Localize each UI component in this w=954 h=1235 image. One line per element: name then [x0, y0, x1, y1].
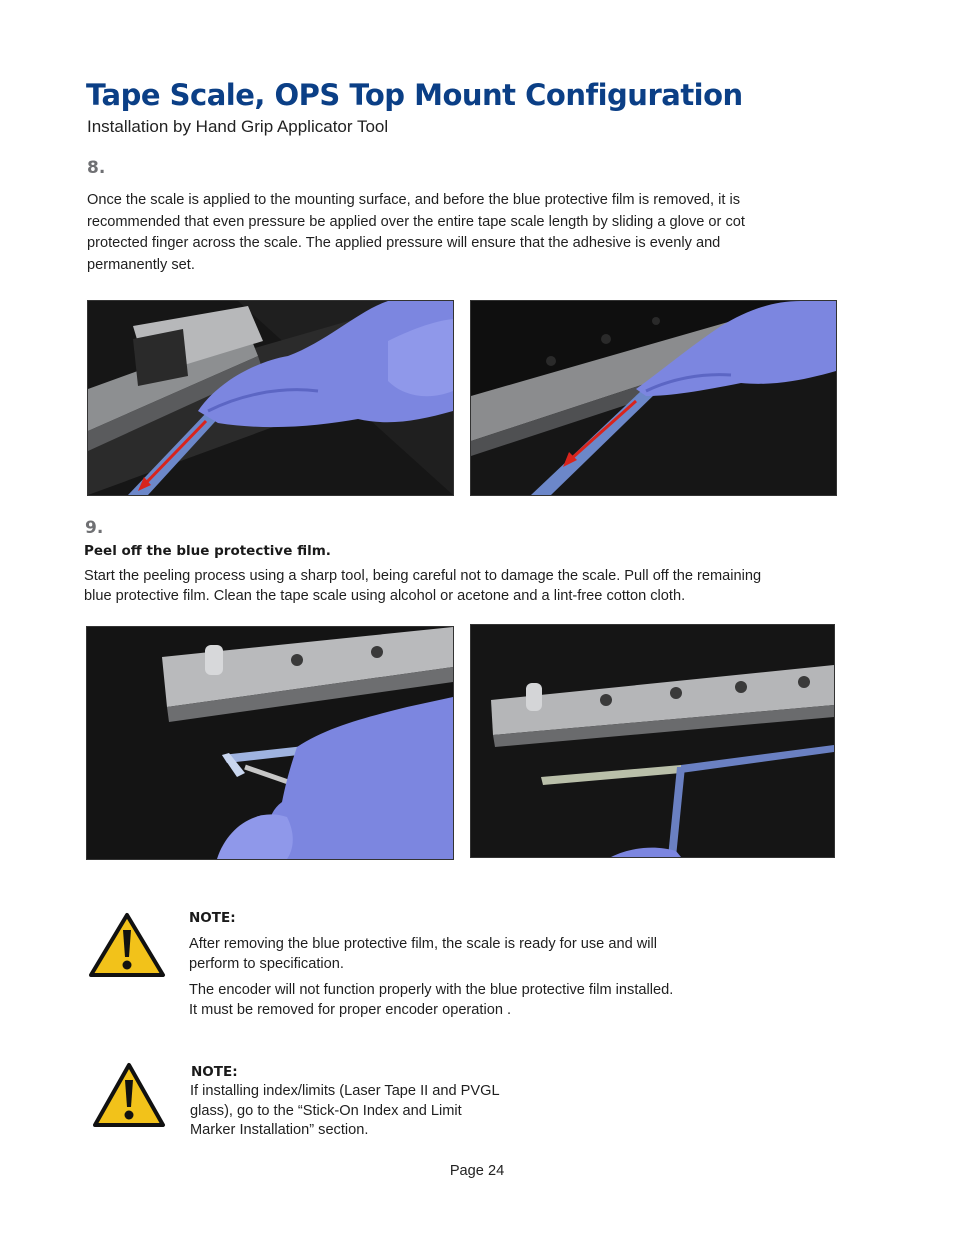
step-9-line-2: blue protective film. Clean the tape scale using alcohol or acetone and a lint-free cotton cloth.: [84, 588, 686, 604]
photo-finger-sliding-along-scale: [470, 300, 837, 496]
step-8-text: [87, 190, 867, 276]
note-1-p2-line-1: The encoder will not function properly with the blue protective film installed.: [189, 982, 674, 998]
photo-pulling-off-film: [470, 624, 835, 858]
step-8-line-3: protected finger across the scale. The applied pressure will ensure that the adhesive is evenly and: [87, 235, 721, 251]
warning-triangle-icon: [88, 912, 166, 978]
step-8-line-4: permanently set.: [87, 256, 195, 273]
photo-cutting-film-with-knife: [86, 626, 454, 860]
page-title: Tape Scale, OPS Top Mount Configuration: [86, 78, 743, 112]
warning-triangle-icon: [92, 1062, 166, 1128]
page-number: Page 24: [449, 1163, 505, 1179]
step-8-number: 8.: [87, 158, 106, 178]
note-1-paragraph-2: [189, 980, 749, 1020]
photo-finger-pressing-near-carriage: [87, 300, 454, 496]
step-9-number: 9.: [85, 518, 104, 538]
step-8-line-1: Once the scale is applied to the mounting surface, and before the blue protective film is removed, it is: [87, 192, 741, 208]
step-9-heading: Peel off the blue protective film.: [84, 543, 331, 559]
note-1-p1-line-1: After removing the blue protective film, the scale is ready for use and will: [189, 936, 658, 952]
page-subtitle: Installation by Hand Grip Applicator Tool: [87, 117, 389, 136]
note-2-line-3: Marker Installation” section.: [190, 1122, 369, 1138]
note-2-text: [190, 1082, 590, 1141]
note-2-line-2: glass), go to the “Stick-On Index and Limit: [190, 1102, 462, 1119]
note-2-line-1: If installing index/limits (Laser Tape II and PVGL: [190, 1083, 500, 1099]
note-2-label: NOTE:: [191, 1064, 238, 1080]
note-1-p2-line-2: It must be removed for proper encoder operation .: [189, 1002, 512, 1018]
note-1-paragraph-1: [189, 934, 749, 974]
step-9-text: [84, 566, 874, 606]
note-1-p1-line-2: perform to specification.: [189, 956, 344, 972]
step-8-line-2: recommended that even pressure be applied over the entire tape scale length by sliding a glove or cot: [87, 213, 745, 230]
step-9-line-1: Start the peeling process using a sharp tool, being careful not to damage the scale. Pull off the remaining: [84, 568, 762, 584]
note-1-label: NOTE:: [189, 910, 236, 926]
